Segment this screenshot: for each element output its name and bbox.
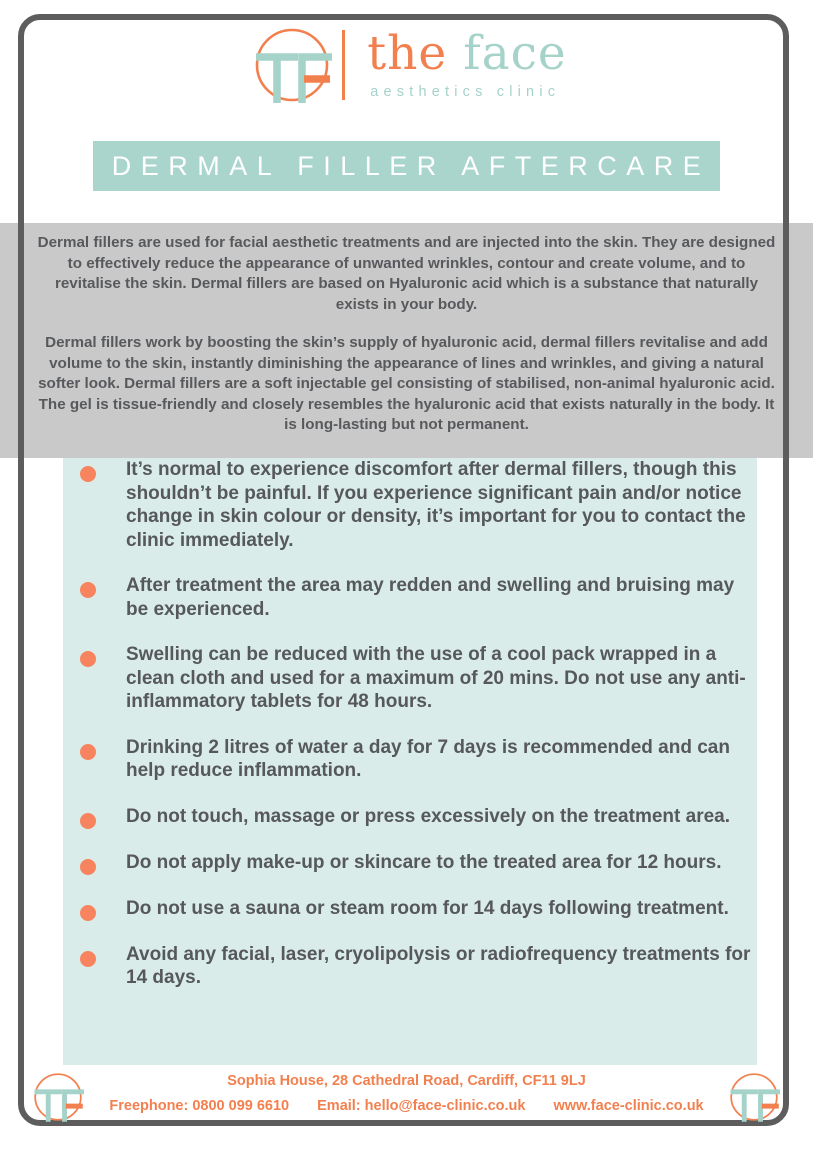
footer-website[interactable]: www.face-clinic.co.uk bbox=[553, 1098, 704, 1114]
list-item bbox=[80, 643, 770, 714]
list-item bbox=[80, 736, 770, 783]
list-item-text: Do not apply make-up or skincare to the treated area for 12 hours. bbox=[126, 851, 722, 873]
bullet-dot-icon bbox=[80, 859, 96, 875]
tf-monogram-circle-icon bbox=[246, 19, 338, 111]
bullet-dot-icon bbox=[80, 466, 96, 482]
list-item bbox=[80, 458, 770, 552]
brand-wordmark bbox=[367, 26, 567, 100]
bullet-dot-icon bbox=[80, 905, 96, 921]
document-header bbox=[0, 0, 813, 130]
page-title-banner bbox=[93, 141, 720, 191]
bullet-dot-icon bbox=[80, 582, 96, 598]
list-item bbox=[80, 851, 770, 875]
list-item bbox=[80, 574, 770, 621]
bullet-dot-icon bbox=[80, 813, 96, 829]
wordmark-face: face bbox=[463, 26, 567, 81]
intro-band bbox=[0, 223, 813, 458]
list-item-text: It’s normal to experience discomfort after dermal fillers, though this shouldn’t be painful. If you experience significant pain and/or notice change in skin colour or density, it’s important for you to contact the clinic immediately. bbox=[126, 459, 746, 551]
list-item bbox=[80, 805, 770, 829]
list-item-text: Do not use a sauna or steam room for 14 days following treatment. bbox=[126, 897, 729, 919]
list-item-text: Drinking 2 litres of water a day for 7 days is recommended and can help reduce inflammation. bbox=[126, 736, 730, 781]
brand-logo bbox=[246, 19, 567, 111]
page-title: DERMAL FILLER AFTERCARE bbox=[111, 150, 711, 181]
wordmark-subtitle: aesthetics clinic bbox=[370, 84, 561, 100]
wordmark-the: the bbox=[367, 26, 448, 81]
aftercare-bullet-list bbox=[80, 458, 770, 1012]
list-item bbox=[80, 943, 770, 990]
list-item-text: Avoid any facial, laser, cryolipolysis or radiofrequency treatments for 14 days. bbox=[126, 943, 751, 988]
list-item bbox=[80, 897, 770, 921]
footer-phone[interactable]: Freephone: 0800 099 6610 bbox=[109, 1098, 290, 1114]
list-item-text: After treatment the area may redden and swelling and bruising may be experienced. bbox=[126, 575, 735, 620]
document-footer bbox=[0, 1065, 813, 1135]
intro-paragraph-1: Dermal fillers are used for facial aesthetic treatments and are injected into the skin. They are designed to effectively reduce the appearance of unwanted wrinkles, contour and create volume, and to revitalise the skin. Dermal fillers are based on Hyaluronic acid which is a substance that naturally exists in your body. bbox=[37, 234, 776, 313]
bullet-dot-icon bbox=[80, 744, 96, 760]
bullet-dot-icon bbox=[80, 951, 96, 967]
list-item-text: Swelling can be reduced with the use of a cool pack wrapped in a clean cloth and used for a maximum of 20 mins. Do not use any anti-inflammatory tablets for 48 hours. bbox=[126, 644, 746, 712]
footer-contact-block bbox=[0, 1065, 813, 1114]
bullet-dot-icon bbox=[80, 651, 96, 667]
logo-divider bbox=[342, 30, 345, 100]
footer-address: Sophia House, 28 Cathedral Road, Cardiff, CF11 9LJ bbox=[227, 1073, 586, 1089]
intro-paragraph-2: Dermal fillers work by boosting the skin’s supply of hyaluronic acid, dermal fillers revitalise and add volume to the skin, instantly diminishing the appearance of lines and wrinkles, and giving a natural softer look. Dermal fillers are a soft injectable gel consisting of stabilised, non-animal hyaluronic acid. The gel is tissue-friendly and closely resembles the hyaluronic acid that exists naturally in the body. It is long-lasting but not permanent. bbox=[38, 334, 775, 433]
footer-email[interactable]: Email: hello@face-clinic.co.uk bbox=[317, 1098, 526, 1114]
list-item-text: Do not touch, massage or press excessively on the treatment area. bbox=[126, 805, 731, 827]
